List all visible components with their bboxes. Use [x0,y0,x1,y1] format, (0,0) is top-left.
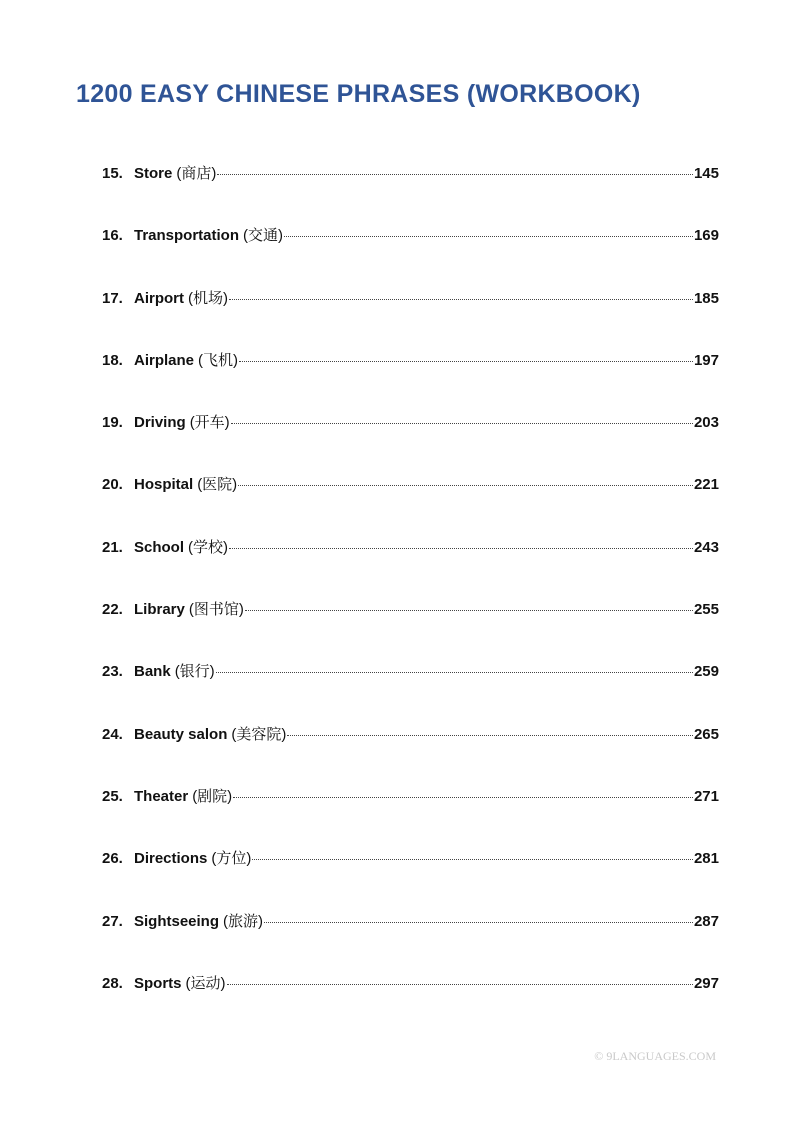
watermark: © 9LANGUAGES.COM [594,1049,716,1063]
toc-entry-page-number: 243 [693,538,719,556]
toc-entry[interactable] [102,660,719,722]
toc-entry-number: 23. [102,663,123,681]
toc-entry[interactable] [102,785,719,847]
toc-dot-leader [216,672,693,673]
toc-entry[interactable] [102,287,719,349]
toc-entry-number: 20. [102,476,123,494]
toc-dot-leader [239,361,693,362]
toc-entry-chinese-title: (医院) [197,476,238,494]
toc-entry[interactable] [102,910,719,972]
toc-entry[interactable] [102,972,719,1034]
toc-entry-page-number: 185 [693,289,719,307]
toc-entry-title: Directions [134,850,208,868]
toc-entry-page-number: 265 [693,725,719,743]
toc-entry-title: Hospital [134,476,194,494]
toc-entry-number: 28. [102,974,123,992]
toc-entry-title: Sports [134,974,182,992]
toc-entry-chinese-title: (方位) [211,850,252,868]
toc-dot-leader [245,610,693,611]
toc-entry[interactable] [102,473,719,535]
toc-dot-leader [229,299,693,300]
toc-dot-leader [238,485,693,486]
toc-entry-chinese-title: (剧院) [192,787,233,805]
toc-entry-chinese-title: (学校) [188,538,229,556]
toc-entry-page-number: 255 [693,601,719,619]
toc-entry[interactable] [102,162,719,224]
toc-entry-title: Airport [134,289,184,307]
toc-entry-title: Bank [134,663,171,681]
toc-entry[interactable] [102,411,719,473]
toc-entry-chinese-title: (图书馆) [188,601,244,619]
toc-entry-page-number: 281 [693,850,719,868]
toc-entry-number: 27. [102,912,123,930]
toc-entry-number: 26. [102,850,123,868]
toc-entry-number: 18. [102,351,123,369]
toc-dot-leader [284,236,693,237]
toc-dot-leader [217,174,693,175]
page-title: 1200 EASY CHINESE PHRASES (WORKBOOK) [76,80,641,108]
toc-entry-number: 16. [102,227,123,245]
toc-dot-leader [231,423,693,424]
toc-entry[interactable] [102,349,719,411]
toc-entry-page-number: 259 [693,663,719,681]
toc-entry-title: Sightseeing [134,912,220,930]
toc-entry-chinese-title: (机场) [188,289,228,307]
toc-entry-page-number: 203 [693,414,719,432]
toc-entry-title: Library [134,601,185,619]
toc-dot-leader [287,735,693,736]
toc-entry-page-number: 221 [693,476,719,494]
toc-entry-chinese-title: (运动) [185,974,226,992]
table-of-contents [102,162,719,1034]
toc-entry-title: Beauty salon [134,725,228,743]
toc-entry-number: 15. [102,165,123,182]
toc-entry-chinese-title: (银行) [174,663,215,681]
toc-entry[interactable] [102,224,719,286]
toc-entry-title: Driving [134,414,186,432]
toc-entry-title: School [134,538,185,556]
toc-entry-chinese-title: (开车) [189,414,230,432]
toc-entry-chinese-title: (商店) [176,165,217,182]
toc-entry[interactable] [102,598,719,660]
toc-entry-chinese-title: (飞机) [198,351,239,369]
toc-entry-chinese-title: (旅游) [223,912,264,930]
toc-entry-number: 17. [102,289,123,307]
toc-entry-page-number: 169 [693,227,719,245]
toc-entry-page-number: 287 [693,912,719,930]
toc-dot-leader [227,984,693,985]
toc-entry-page-number: 145 [693,165,719,182]
toc-entry-title: Transportation [134,227,240,245]
toc-entry-title: Airplane [134,351,195,369]
toc-entry-page-number: 271 [693,787,719,805]
toc-dot-leader [233,797,693,798]
toc-dot-leader [229,548,693,549]
toc-entry-page-number: 297 [693,974,719,992]
toc-entry-title: Theater [134,787,189,805]
toc-entry-number: 22. [102,601,123,619]
toc-dot-leader [264,922,693,923]
toc-entry-number: 19. [102,414,123,432]
toc-entry-number: 21. [102,538,123,556]
toc-entry-chinese-title: (交通) [243,227,284,245]
toc-entry-number: 25. [102,787,123,805]
toc-entry-title: Store [134,165,173,182]
toc-entry-chinese-title: (美容院) [231,725,287,743]
toc-entry[interactable] [102,723,719,785]
toc-dot-leader [252,859,693,860]
toc-entry[interactable] [102,536,719,598]
toc-entry[interactable] [102,847,719,909]
toc-entry-number: 24. [102,725,123,743]
toc-entry-page-number: 197 [693,351,719,369]
